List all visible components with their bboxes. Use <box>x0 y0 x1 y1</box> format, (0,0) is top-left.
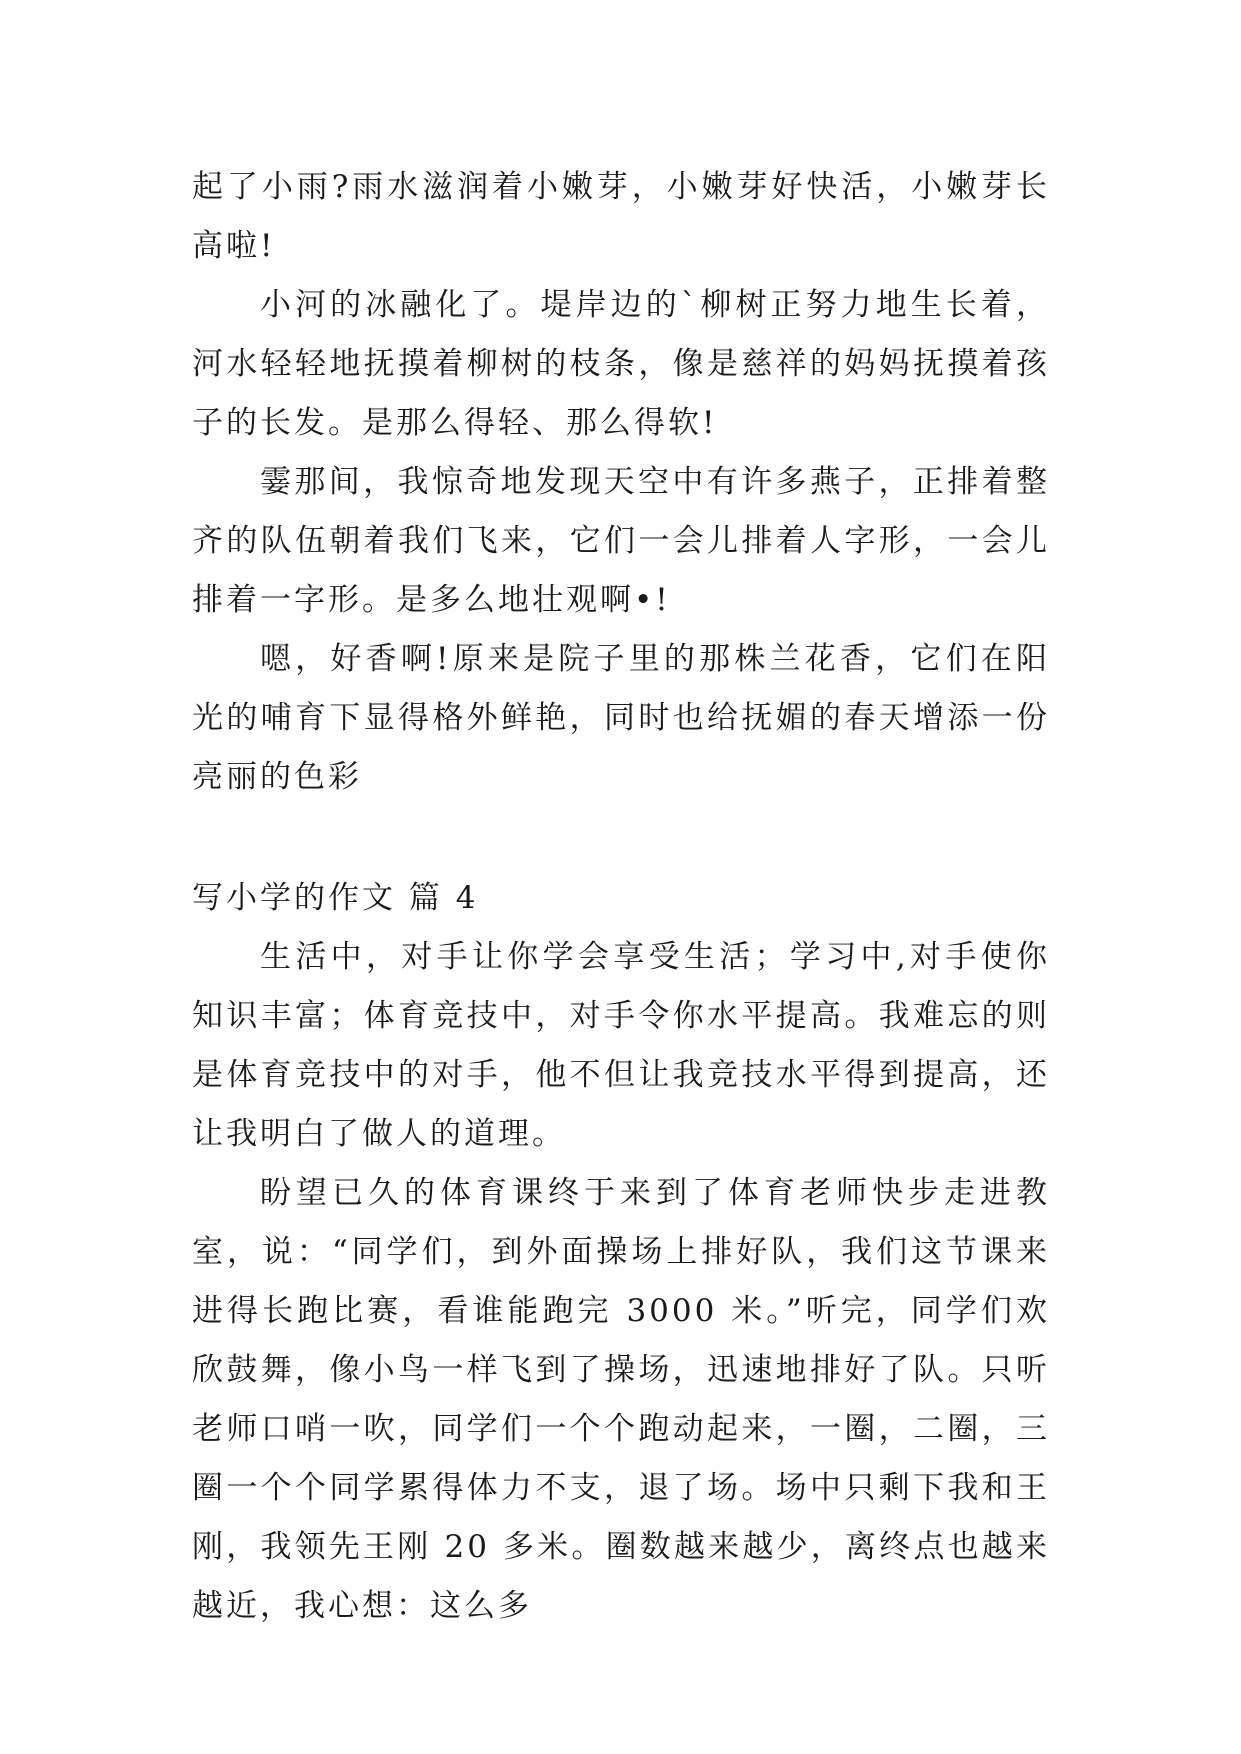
paragraph-swallows: 霎那间，我惊奇地发现天空中有许多燕子，正排着整齐的队伍朝着我们飞来，它们一会儿排着人字形，一会儿排着一字形。是多么地壮观啊•! <box>192 464 1050 618</box>
paragraph-river: 小河的冰融化了。堤岸边的`柳树正努力地生长着，河水轻轻地抚摸着柳树的枝条，像是慈祥的妈妈抚摸着孩子的长发。是那么得轻、那么得软! <box>192 287 1050 441</box>
paragraph-continued: 起了小雨?雨水滋润着小嫩芽，小嫩芽好快活，小嫩芽长高啦! <box>192 169 1050 264</box>
paragraph-race: 盼望已久的体育课终于来到了体育老师快步走进教室，说：“同学们，到外面操场上排好队，我们这节课来进得长跑比赛，看谁能跑完 3000 米。”听完，同学们欢欣鼓舞，像小鸟一样飞到了操场，迅速地排好了队。只听老师口哨一吹，同学们一个个跑动起来，一圈，二圈，三圈一个个同学累得体力不支，退了场。场中只剩下我和王刚，我领先王刚 20 多米。圈数越来越少，离终点也越来越近，我心想：这么多 <box>192 1175 1050 1624</box>
document-body <box>192 158 1050 1636</box>
section-title: 写小学的作文 篇 4 <box>192 880 479 916</box>
paragraph-opponents: 生活中，对手让你学会享受生活；学习中,对手使你知识丰富；体育竞技中，对手令你水平提高。我难忘的则是体育竞技中的对手，他不但让我竞技水平得到提高，还让我明白了做人的道理。 <box>192 939 1050 1152</box>
paragraph-orchid: 嗯，好香啊!原来是院子里的那株兰花香，它们在阳光的哺育下显得格外鲜艳，同时也给抚媚的春天增添一份亮丽的色彩 <box>192 641 1050 795</box>
